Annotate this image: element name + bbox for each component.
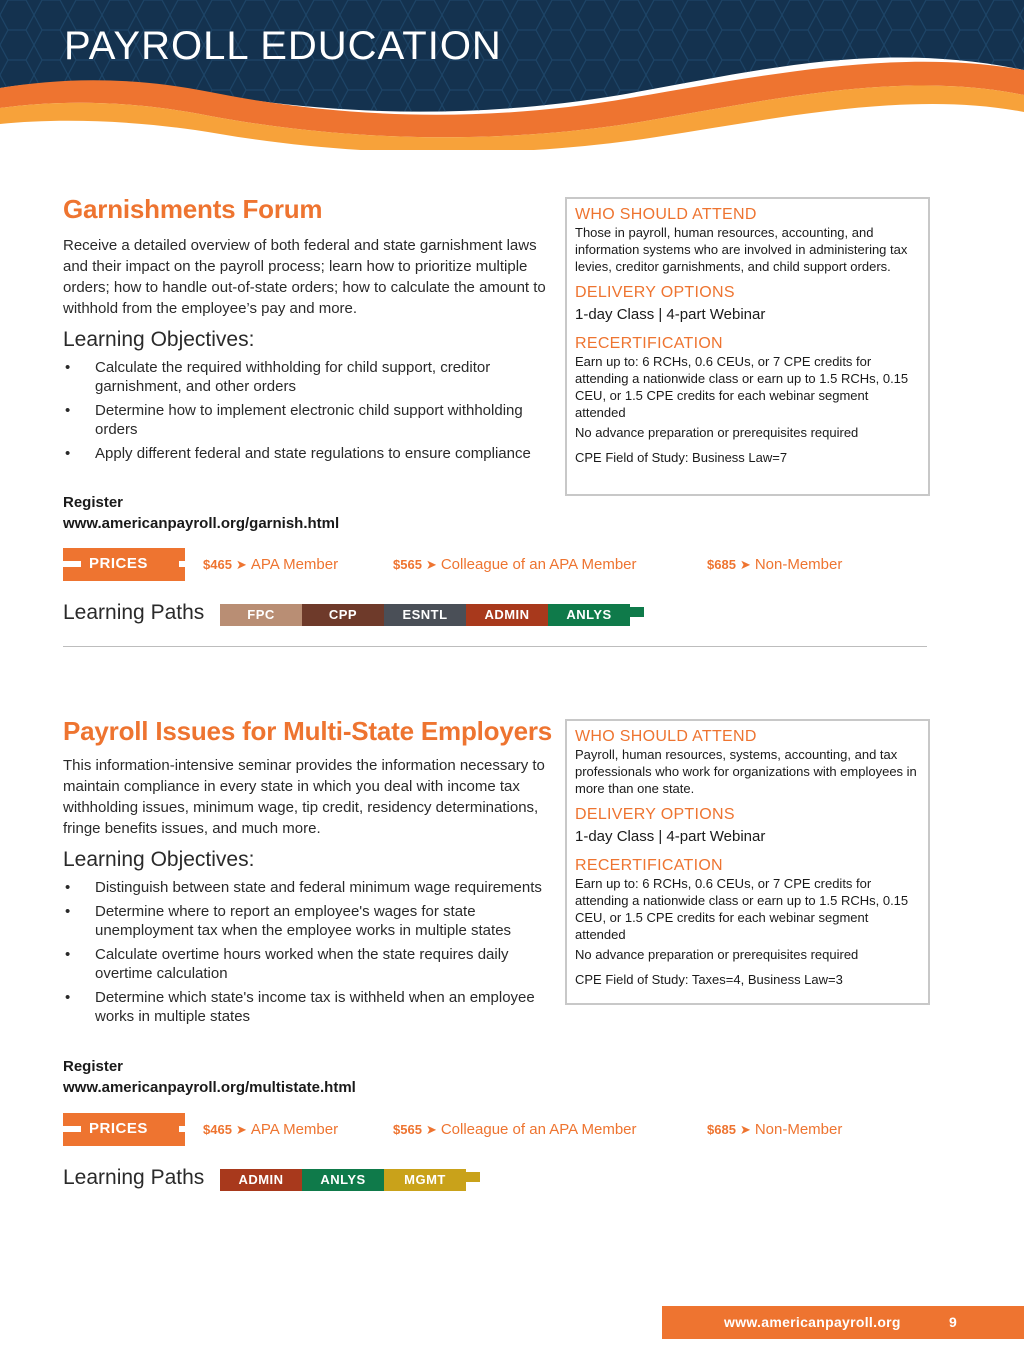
course-title: Garnishments Forum — [63, 194, 323, 224]
bullet-icon: • — [65, 903, 71, 920]
list-item: • Apply different federal and state regulations to ensure compliance — [65, 445, 531, 462]
prices-label: PRICES — [89, 555, 148, 572]
bullet-icon: • — [65, 359, 71, 376]
prereq-text: No advance preparation or prerequisites required — [575, 425, 859, 440]
cpe-text: CPE Field of Study: Taxes=4, Business Law=3 — [575, 972, 843, 987]
bullet-icon: • — [65, 402, 71, 419]
learning-path-admin: ADMIN — [220, 1169, 302, 1191]
arrow-icon: ➤ — [739, 557, 751, 572]
learning-path-anlys: ANLYS — [548, 604, 630, 626]
who-heading: WHO SHOULD ATTEND — [575, 728, 757, 745]
price-non-member: $685 ➤ Non-Member — [707, 1121, 843, 1138]
objectives-list — [63, 878, 548, 1031]
objectives-heading: Learning Objectives: — [63, 848, 255, 871]
learning-path-end-cap — [466, 1172, 480, 1182]
learning-path-cpp: CPP — [302, 604, 384, 626]
page-header — [0, 0, 1024, 150]
learning-paths-label: Learning Paths — [63, 1166, 205, 1189]
prices-label: PRICES — [89, 1120, 148, 1137]
delivery-heading: DELIVERY OPTIONS — [575, 806, 735, 823]
recert-heading: RECERTIFICATION — [575, 335, 723, 352]
price-colleague: $565 ➤ Colleague of an APA Member — [393, 556, 637, 573]
learning-path-end-cap — [630, 607, 644, 617]
recert-text: Earn up to: 6 RCHs, 0.6 CEUs, or 7 CPE credits for attending a nationwide class or earn up to 1.5 RCHs, 0.15 CEU, or 1.5 CPE credits for each webinar segment attended — [575, 354, 909, 420]
section-divider — [63, 646, 927, 647]
delivery-text: 1-day Class | 4-part Webinar — [575, 306, 766, 323]
learning-paths-label: Learning Paths — [63, 601, 205, 624]
learning-paths-bar — [220, 604, 644, 626]
learning-path-mgmt: MGMT — [384, 1169, 466, 1191]
list-item: • Determine which state's income tax is withheld when an employee works in multiple states — [65, 989, 535, 1025]
course-info-box — [565, 719, 930, 1005]
price-apa-member: $465 ➤ APA Member — [203, 1121, 339, 1138]
course-info-box — [565, 197, 930, 496]
objectives-list — [63, 358, 548, 468]
who-text: Those in payroll, human resources, accounting, and information systems who are involved in administering tax levies, creditor garnishments, and child support orders. — [575, 225, 908, 274]
course-title: Payroll Issues for Multi-State Employers — [63, 716, 553, 746]
arrow-icon: ➤ — [235, 557, 247, 572]
recert-heading: RECERTIFICATION — [575, 857, 723, 874]
register-label: Register — [63, 1058, 124, 1075]
who-heading: WHO SHOULD ATTEND — [575, 206, 757, 223]
register-link[interactable]: www.americanpayroll.org/garnish.html — [63, 515, 340, 532]
header-wave-graphic — [0, 0, 1024, 150]
learning-path-fpc: FPC — [220, 604, 302, 626]
course-description: Receive a detailed overview of both federal and state garnishment laws and their impact on the payroll process; learn how to prioritize multiple orders; how to handle out-of-state orders; how to calculate the amount to withhold from the employee’s pay and more. — [63, 237, 546, 317]
objectives-heading: Learning Objectives: — [63, 328, 255, 351]
list-item: • Calculate overtime hours worked when the state requires daily overtime calculation — [65, 946, 509, 982]
bullet-icon: • — [65, 989, 71, 1006]
register-link[interactable]: www.americanpayroll.org/multistate.html — [63, 1079, 356, 1096]
delivery-text: 1-day Class | 4-part Webinar — [575, 828, 766, 845]
learning-path-admin: ADMIN — [466, 604, 548, 626]
arrow-icon: ➤ — [425, 1122, 437, 1137]
bullet-icon: • — [65, 946, 71, 963]
learning-path-anlys: ANLYS — [302, 1169, 384, 1191]
page-title: PAYROLL EDUCATION — [64, 24, 502, 68]
list-item: • Determine where to report an employee's wages for state unemployment tax when the employee works in multiple states — [65, 903, 512, 939]
list-item: • Calculate the required withholding for child support, creditor garnishment, and other orders — [65, 359, 491, 395]
prereq-text: No advance preparation or prerequisites required — [575, 947, 859, 962]
bullet-icon: • — [65, 879, 71, 896]
list-item: • Distinguish between state and federal minimum wage requirements — [65, 879, 542, 896]
prices-tag — [63, 1113, 185, 1146]
delivery-heading: DELIVERY OPTIONS — [575, 284, 735, 301]
learning-path-esntl: ESNTL — [384, 604, 466, 626]
arrow-icon: ➤ — [235, 1122, 247, 1137]
price-apa-member: $465 ➤ APA Member — [203, 556, 339, 573]
list-item: • Determine how to implement electronic child support withholding orders — [65, 402, 523, 438]
register-label: Register — [63, 494, 124, 511]
prices-tag — [63, 548, 185, 581]
arrow-icon: ➤ — [425, 557, 437, 572]
who-text: Payroll, human resources, systems, accounting, and tax professionals who work for organizations with employees in more than one state. — [575, 747, 917, 796]
price-non-member: $685 ➤ Non-Member — [707, 556, 843, 573]
page-number: 9 — [949, 1314, 957, 1330]
price-colleague: $565 ➤ Colleague of an APA Member — [393, 1121, 637, 1138]
recert-text: Earn up to: 6 RCHs, 0.6 CEUs, or 7 CPE credits for attending a nationwide class or earn up to 1.5 RCHs, 0.15 CEU, or 1.5 CPE credits for each webinar segment attended — [575, 876, 909, 942]
learning-paths-bar — [220, 1169, 482, 1191]
course-description: This information-intensive seminar provides the information necessary to maintain compliance in every state in which you deal with income tax withholding issues, minimum wage, tip credit, residency determinations, fringe benefits issues, and much more. — [63, 757, 545, 837]
bullet-icon: • — [65, 445, 71, 462]
cpe-text: CPE Field of Study: Business Law=7 — [575, 450, 788, 465]
arrow-icon: ➤ — [739, 1122, 751, 1137]
footer-url[interactable]: www.americanpayroll.org — [724, 1314, 901, 1330]
footer-bar — [662, 1306, 1024, 1339]
